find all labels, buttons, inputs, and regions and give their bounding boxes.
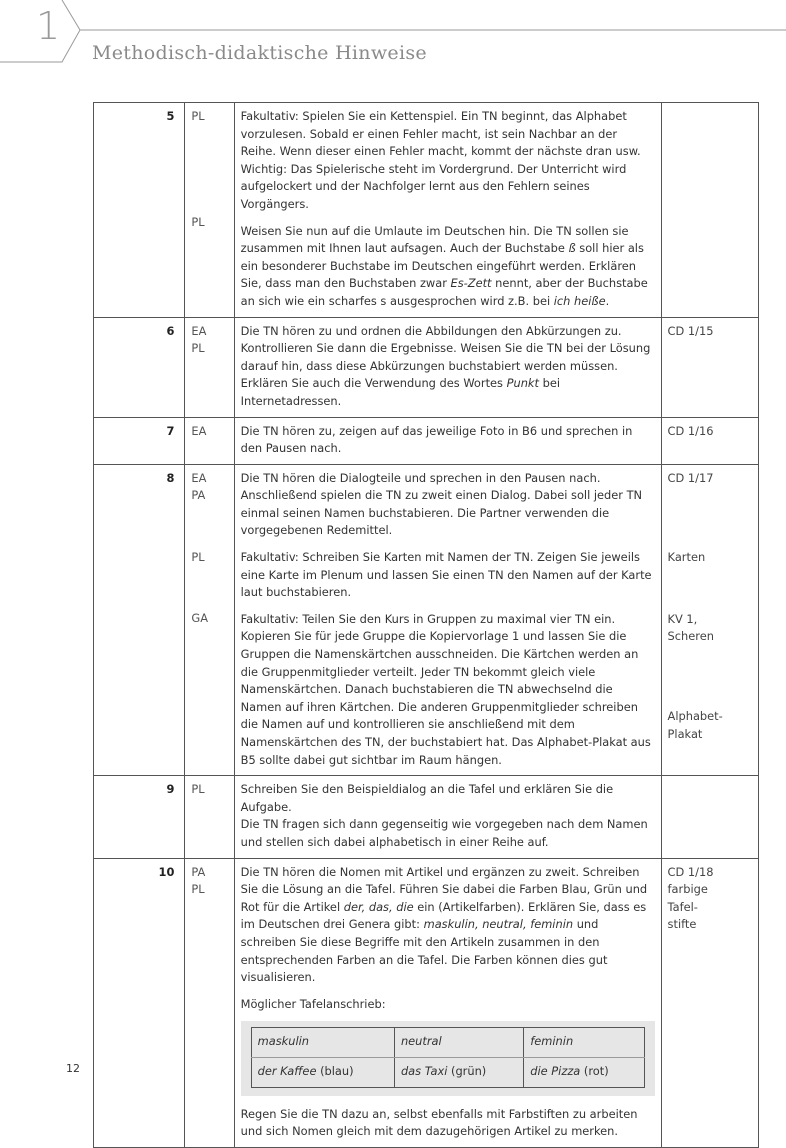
material-item: Alphabet- (667, 709, 723, 724)
material-item: CD 1/18 (667, 864, 714, 879)
page-title: Methodisch-didaktische Hinweise (92, 42, 427, 64)
chapter-number: 1 (36, 4, 61, 48)
table-row (94, 464, 759, 776)
board-header-cell: feminin (524, 1028, 644, 1058)
social-form (185, 464, 234, 776)
board-header-cell: maskulin (251, 1028, 394, 1058)
paragraph: Fakultativ: Teilen Sie den Kurs in Gruppen zu maximal vier TN ein. Kopieren Sie für jede Gruppe die Kopiervorlage 1 und lassen Sie die Gruppen die Namenskärtchen ausschneiden. Die Kärtchen werden an die Gruppenmitglieder verteilt. Jeder TN bekommt gleich viele Namenskärtchen. Danach buchstabieren die TN abwechselnd die Namen auf ihren Kärtchen. Die anderen Gruppenmitglieder schreiben die Namen auf und kontrollieren sie anschließend mit dem Namenskärtchen des TN, der buchstabiert hat. Das Alphabet-Plakat aus B5 sollte dabei gut sichtbar im Raum hängen. (240, 611, 651, 767)
paragraph: Die TN fragen sich dann gegenseitig wie vorgegeben nach dem Namen und stellen sich dabei alphabetisch in einer Reihe auf. (240, 817, 648, 849)
step-number: 6 (94, 317, 185, 417)
table-row (94, 776, 759, 858)
materials: CD 1/16 (661, 417, 758, 464)
materials (661, 103, 758, 318)
table-row (94, 317, 759, 417)
description (234, 103, 661, 318)
step-number: 10 (94, 858, 185, 1147)
description (234, 317, 661, 417)
board-header-row (251, 1028, 644, 1058)
table-row (94, 858, 759, 1147)
board-header-cell: neutral (394, 1028, 523, 1058)
materials: CD 1/15 (661, 317, 758, 417)
page-number: 12 (66, 1062, 80, 1075)
social-form-label: GA (191, 611, 209, 626)
social-form-label: EA (191, 323, 207, 338)
board-example (241, 1021, 655, 1095)
step-number: 5 (94, 103, 185, 318)
step-number: 7 (94, 417, 185, 464)
paragraph: Weisen Sie nun auf die Umlaute im Deutschen hin. Die TN sollen sie zusammen mit Ihnen laut aufsagen. Auch der Buchstabe ß soll hier als ein besonderer Buchstabe im Deutschen eingeführt werden. Erklären Sie, dass man den Buchstaben zwar Es-Zett nennt, aber der Buchstabe an sich wie ein scharfes s ausgesprochen wird z.B. bei ich heiße. (240, 223, 648, 308)
board-row (251, 1057, 644, 1087)
social-form (185, 858, 234, 1147)
paragraph: Fakultativ: Schreiben Sie Karten mit Namen der TN. Zeigen Sie jeweils eine Karte im Plenum und lassen Sie einen TN den Namen auf der Karte laut buchstabieren. (240, 550, 652, 600)
description (234, 858, 661, 1147)
social-form-label: PA (191, 864, 206, 879)
social-form-label: PL (191, 549, 205, 564)
table-row (94, 417, 759, 464)
material-item: CD 1/17 (667, 470, 714, 485)
description: Die TN hören zu, zeigen auf das jeweilige Foto in B6 und sprechen in den Pausen nach. (234, 417, 661, 464)
material-item: Plakat (667, 726, 703, 741)
social-form: PL (185, 776, 234, 858)
material-item: Tafel- (667, 899, 698, 914)
social-form-label: PL (191, 882, 205, 897)
social-form-label: PL (191, 341, 205, 356)
material-item: Karten (667, 550, 706, 565)
paragraph: Die TN hören die Nomen mit Artikel und ergänzen zu zweit. Schreiben Sie die Lösung an die Tafel. Führen Sie dabei die Farben Blau, Grün und Rot für die Artikel der, das, die ein (Artikelfarben). Erklären Sie, dass es im Deutschen drei Genera gibt: maskulin, neutral, feminin und schreiben Sie diese Begriffe mit den Artikeln zusammen in den entsprechenden Farben an die Tafel. Die Farben können dies gut visualisieren. (240, 864, 648, 985)
paragraph: Schreiben Sie den Beispieldialog an die Tafel und erklären Sie die Aufgabe. (240, 782, 614, 814)
materials (661, 776, 758, 858)
table-row (94, 103, 759, 318)
paragraph: Regen Sie die TN dazu an, selbst ebenfalls mit Farbstiften zu arbeiten und sich Nomen gleich mit dem dazugehörigen Artikel zu merken. (240, 1106, 638, 1139)
social-form-label: PA (191, 488, 206, 503)
social-form-label: EA (191, 470, 207, 485)
materials (661, 464, 758, 776)
social-form-label: PL (191, 109, 205, 123)
paragraph: Die TN hören zu und ordnen die Abbildungen den Abkürzungen zu. Kontrollieren Sie dann die Ergebnisse. Weisen Sie die TN bei der Lösung darauf hin, dass diese Abkürzungen buchstabiert werden müssen. Erklären Sie auch die Verwendung des Wortes Punkt bei Internetadressen. (240, 323, 651, 408)
social-form: EA (185, 417, 234, 464)
description (234, 776, 661, 858)
material-item: farbige (667, 882, 708, 897)
material-item: KV 1, (667, 611, 698, 626)
social-form (185, 317, 234, 417)
description (234, 464, 661, 776)
step-number: 8 (94, 464, 185, 776)
paragraph: Die TN hören die Dialogteile und sprechen in den Pausen nach. Anschließend spielen die TN zu zweit einen Dialog. Dabei soll jeder TN einmal seinen Namen buchstabieren. Die Partner verwenden die vorgegebenen Redemittel. (240, 470, 643, 538)
board-cell: das Taxi (grün) (394, 1057, 523, 1087)
material-item: Scheren (667, 629, 714, 644)
board-cell: der Kaffee (blau) (251, 1057, 394, 1087)
material-item: stifte (667, 917, 697, 932)
paragraph: Fakultativ: Spielen Sie ein Kettenspiel. Ein TN beginnt, das Alphabet vorzulesen. Sobald er einen Fehler macht, ist sein Nachbar an der Reihe. Wenn dieser einen Fehler macht, kommt der nächste dran usw. Wichtig: Das Spielerische steht im Vordergrund. Der Unterricht wird aufgelockert und der Nachfolger lernt aus den Fehlern seines Vorgängers. (240, 109, 641, 211)
step-number: 9 (94, 776, 185, 858)
lesson-table (93, 102, 759, 1148)
social-form (185, 103, 234, 318)
board-cell: die Pizza (rot) (524, 1057, 644, 1087)
social-form-label: PL (191, 214, 205, 229)
tafel-label: Möglicher Tafelanschrieb: (240, 996, 386, 1011)
materials (661, 858, 758, 1147)
